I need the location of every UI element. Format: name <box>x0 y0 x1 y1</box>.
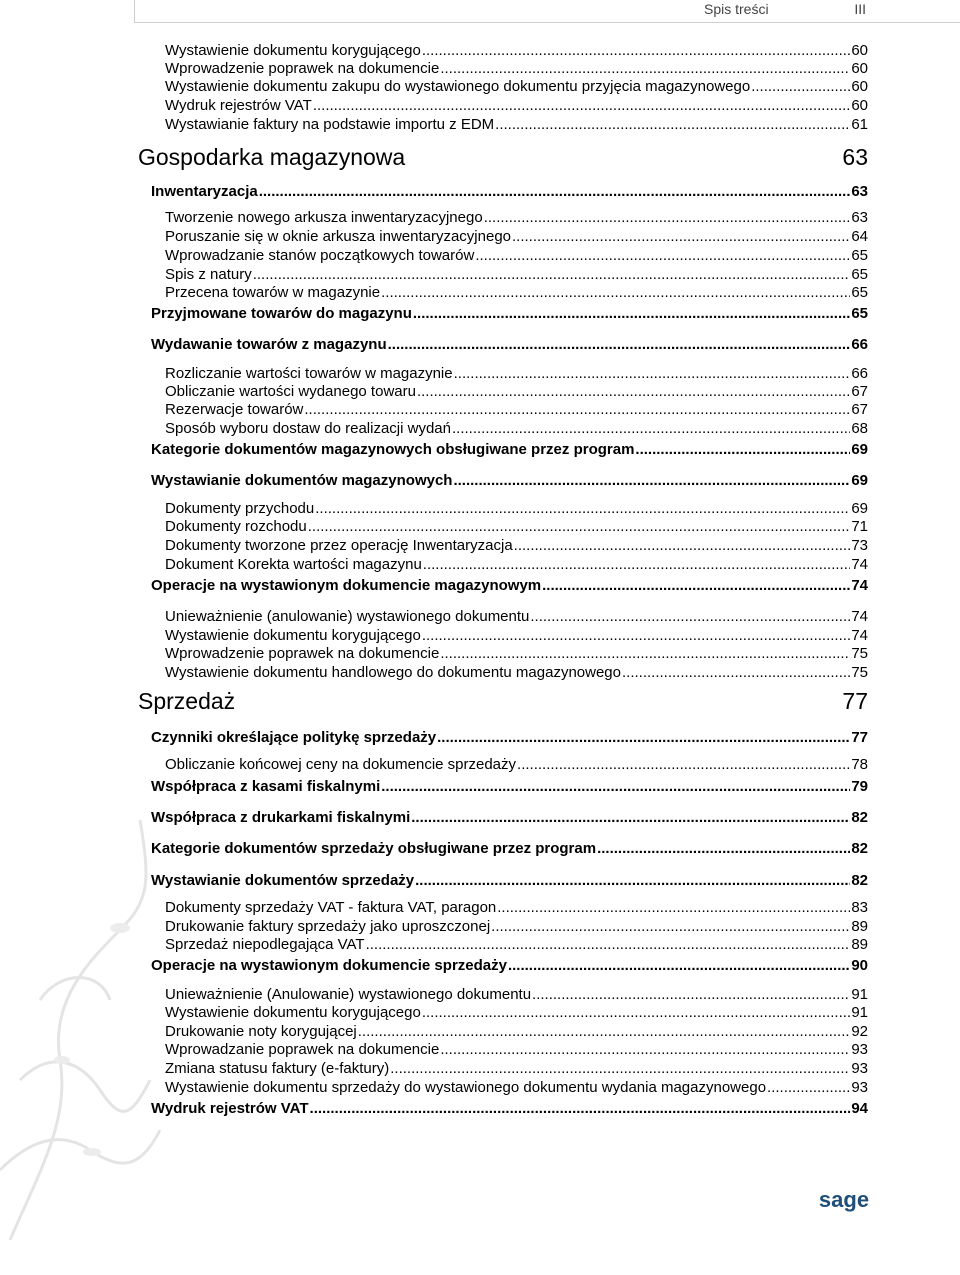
toc-entry-label: Zmiana statusu faktury (e-faktury) <box>165 1060 390 1077</box>
toc-section[interactable] <box>151 183 868 201</box>
toc-subsection[interactable] <box>165 1023 868 1041</box>
dot-leader <box>491 918 850 936</box>
toc-subsection[interactable] <box>165 284 868 302</box>
toc-entry-label: Wystawienie dokumentu sprzedaży do wystawionego dokumentu wydania magazynowego <box>165 1079 767 1096</box>
toc-entry-page: 89 <box>851 918 868 935</box>
toc-entry-label: Sprzedaż niepodlegająca VAT <box>165 936 365 953</box>
toc-entry-label: Dokumenty przychodu <box>165 500 315 517</box>
dot-leader <box>413 305 850 323</box>
dot-leader <box>388 336 851 354</box>
toc-entry-page: 74 <box>851 608 868 625</box>
toc-subsection[interactable] <box>165 247 868 265</box>
toc-entry-label: Wydruk rejestrów VAT <box>151 1100 309 1117</box>
toc-entry-label: Wprowadzanie poprawek na dokumencie <box>165 1041 440 1058</box>
toc-entry-page: 73 <box>851 537 868 554</box>
toc-entry-label: Wystawienie dokumentu korygującego <box>165 42 421 59</box>
toc-chapter[interactable] <box>138 143 868 171</box>
dot-leader <box>517 756 850 774</box>
dot-leader <box>497 899 850 917</box>
toc-entry-label: Współpraca z kasami fiskalnymi <box>151 778 381 795</box>
toc-subsection[interactable] <box>165 537 868 555</box>
toc-entry-page: 82 <box>851 840 868 857</box>
dot-leader <box>597 840 850 858</box>
toc-entry-page: 60 <box>851 97 868 114</box>
dot-leader <box>423 556 851 574</box>
toc-entry-page: 74 <box>851 577 868 594</box>
dot-leader <box>366 936 851 954</box>
toc-entry-label: Wystawienie dokumentu korygującego <box>165 627 421 644</box>
dot-leader <box>390 1060 850 1078</box>
toc-subsection[interactable] <box>165 97 868 115</box>
toc-section[interactable] <box>151 872 868 890</box>
toc-entry-label: Przecena towarów w magazynie <box>165 284 381 301</box>
toc-entry-label: Poruszanie się w oknie arkusza inwentaryzacyjnego <box>165 228 512 245</box>
toc-entry-label: Wystawianie faktury na podstawie importu z EDM <box>165 116 495 133</box>
sage-logo <box>818 1186 870 1216</box>
dot-leader <box>422 627 850 645</box>
toc-chapter-page: 77 <box>842 688 868 714</box>
dot-leader <box>514 537 851 555</box>
toc-subsection[interactable] <box>165 1041 868 1059</box>
dot-leader <box>310 1100 851 1118</box>
toc-entry-label: Unieważnienie (Anulowanie) wystawionego dokumentu <box>165 986 532 1003</box>
toc-entry-page: 68 <box>851 420 868 437</box>
dot-leader <box>454 365 851 383</box>
toc-entry-page: 69 <box>851 472 868 489</box>
toc-section[interactable] <box>151 778 868 796</box>
dot-leader <box>452 420 850 438</box>
toc-entry-label: Sposób wyboru dostaw do realizacji wydań <box>165 420 451 437</box>
toc-entry-page: 65 <box>851 247 868 264</box>
dot-leader <box>508 957 850 975</box>
toc-entry-page: 82 <box>851 809 868 826</box>
toc-entry-label: Wystawienie dokumentu korygującego <box>165 1004 421 1021</box>
dot-leader <box>767 1079 850 1097</box>
toc-chapter-title: Gospodarka magazynowa <box>138 144 406 170</box>
toc-entry-page: 67 <box>851 383 868 400</box>
toc-entry-page: 61 <box>851 116 868 133</box>
toc-entry-label: Unieważnienie (anulowanie) wystawionego dokumentu <box>165 608 530 625</box>
dot-leader <box>453 472 850 490</box>
toc-entry-label: Wydruk rejestrów VAT <box>165 97 312 114</box>
toc-entry-page: 69 <box>851 441 868 458</box>
toc-subsection[interactable] <box>165 627 868 645</box>
dot-leader <box>440 645 850 663</box>
toc-section[interactable] <box>151 305 868 323</box>
toc-subsection[interactable] <box>165 518 868 536</box>
dot-leader <box>313 97 850 115</box>
toc-entry-page: 93 <box>851 1041 868 1058</box>
dot-leader <box>751 78 850 96</box>
toc-section[interactable] <box>151 577 868 595</box>
toc-section[interactable] <box>151 336 868 354</box>
dot-leader <box>308 518 851 536</box>
toc-entry-label: Wprowadzenie poprawek na dokumencie <box>165 60 440 77</box>
dot-leader <box>415 872 850 890</box>
toc-entry-page: 94 <box>851 1100 868 1117</box>
toc-section[interactable] <box>151 472 868 490</box>
toc-section[interactable] <box>151 729 868 747</box>
toc-section[interactable] <box>151 1100 868 1118</box>
toc-entry-page: 89 <box>851 936 868 953</box>
toc-section[interactable] <box>151 441 868 459</box>
toc-entry-label: Drukowanie faktury sprzedaży jako uproszczonej <box>165 918 491 935</box>
toc-chapter[interactable] <box>138 687 868 715</box>
toc-entry-page: 66 <box>851 336 868 353</box>
dot-leader <box>358 1023 851 1041</box>
toc-chapter-page: 63 <box>842 144 868 170</box>
toc-entry-page: 65 <box>851 266 868 283</box>
toc-entry-page: 69 <box>851 500 868 517</box>
toc-entry-label: Obliczanie końcowej ceny na dokumencie sprzedaży <box>165 756 517 773</box>
dot-leader <box>253 266 851 284</box>
toc-entry-page: 93 <box>851 1079 868 1096</box>
toc-entry-page: 90 <box>851 957 868 974</box>
toc-entry-page: 91 <box>851 1004 868 1021</box>
dot-leader <box>315 500 850 518</box>
toc-entry-page: 91 <box>851 986 868 1003</box>
dot-leader <box>532 986 850 1004</box>
toc-subsection[interactable] <box>165 383 868 401</box>
toc-subsection[interactable] <box>165 500 868 518</box>
toc-entry-label: Współpraca z drukarkami fiskalnymi <box>151 809 411 826</box>
dot-leader <box>484 209 851 227</box>
toc-subsection[interactable] <box>165 60 868 78</box>
toc-section[interactable] <box>151 840 868 858</box>
header-page-number: III <box>854 1 866 17</box>
toc-entry-label: Obliczanie wartości wydanego towaru <box>165 383 416 400</box>
toc-entry-label: Wystawianie dokumentów sprzedaży <box>151 872 415 889</box>
dot-leader <box>381 284 850 302</box>
toc-entry-page: 67 <box>851 401 868 418</box>
toc-entry-label: Wydawanie towarów z magazynu <box>151 336 387 353</box>
toc-subsection[interactable] <box>165 116 868 134</box>
toc-subsection[interactable] <box>165 42 868 60</box>
toc-subsection[interactable] <box>165 420 868 438</box>
toc-subsection[interactable] <box>165 645 868 663</box>
toc-subsection[interactable] <box>165 228 868 246</box>
toc-entry-label: Rozliczanie wartości towarów w magazynie <box>165 365 453 382</box>
toc-entry-page: 64 <box>851 228 868 245</box>
toc-entry-label: Wystawienie dokumentu handlowego do dokumentu magazynowego <box>165 664 621 681</box>
toc-subsection[interactable] <box>165 986 868 1004</box>
toc-subsection[interactable] <box>165 266 868 284</box>
toc-entry-label: Rezerwacje towarów <box>165 401 304 418</box>
dot-leader <box>437 729 850 747</box>
toc-entry-page: 79 <box>851 778 868 795</box>
toc-entry-page: 60 <box>851 60 868 77</box>
toc-subsection[interactable] <box>165 209 868 227</box>
sage-logo-text: sage <box>818 1187 870 1212</box>
toc-entry-page: 82 <box>851 872 868 889</box>
toc-entry-page: 71 <box>851 518 868 535</box>
toc-entry-page: 65 <box>851 284 868 301</box>
toc-subsection[interactable] <box>165 1079 868 1097</box>
toc-subsection[interactable] <box>165 756 868 774</box>
dot-leader <box>542 577 850 595</box>
dot-leader <box>635 441 850 459</box>
toc-entry-page: 60 <box>851 42 868 59</box>
toc-entry-page: 63 <box>851 209 868 226</box>
toc-subsection[interactable] <box>165 918 868 936</box>
dot-leader <box>512 228 850 246</box>
toc-chapter-title: Sprzedaż <box>138 688 236 714</box>
toc-subsection[interactable] <box>165 608 868 626</box>
toc-entry-page: 93 <box>851 1060 868 1077</box>
toc-entry-label: Dokumenty tworzone przez operację Inwentaryzacja <box>165 537 513 554</box>
toc-entry-label: Dokument Korekta wartości magazynu <box>165 556 422 573</box>
toc-subsection[interactable] <box>165 1060 868 1078</box>
toc-entry-label: Dokumenty sprzedaży VAT - faktura VAT, paragon <box>165 899 497 916</box>
dot-leader <box>417 383 850 401</box>
dot-leader <box>622 664 850 682</box>
toc-subsection[interactable] <box>165 78 868 96</box>
toc-entry-label: Inwentaryzacja <box>151 183 258 200</box>
toc-entry-label: Wystawienie dokumentu zakupu do wystawionego dokumentu przyjęcia magazynowego <box>165 78 751 95</box>
toc-entry-page: 75 <box>851 664 868 681</box>
toc-entry-label: Kategorie dokumentów sprzedaży obsługiwane przez program <box>151 840 597 857</box>
toc-entry-label: Operacje na wystawionym dokumencie magazynowym <box>151 577 542 594</box>
toc-entry-label: Wprowadzanie stanów początkowych towarów <box>165 247 475 264</box>
toc-entry-page: 78 <box>851 756 868 773</box>
toc-subsection[interactable] <box>165 936 868 954</box>
dot-leader <box>422 1004 850 1022</box>
toc-entry-label: Drukowanie noty korygującej <box>165 1023 357 1040</box>
toc-subsection[interactable] <box>165 664 868 682</box>
toc-subsection[interactable] <box>165 401 868 419</box>
toc-entry-label: Operacje na wystawionym dokumencie sprzedaży <box>151 957 507 974</box>
toc-entry-label: Wystawianie dokumentów magazynowych <box>151 472 453 489</box>
toc-entry-label: Przyjmowane towarów do magazynu <box>151 305 412 322</box>
toc-subsection[interactable] <box>165 365 868 383</box>
toc-entry-page: 92 <box>851 1023 868 1040</box>
dot-leader <box>530 608 850 626</box>
toc-entry-page: 75 <box>851 645 868 662</box>
dot-leader <box>440 60 850 78</box>
toc-entry-label: Wprowadzenie poprawek na dokumencie <box>165 645 440 662</box>
header-title: Spis treści <box>704 1 769 17</box>
dot-leader <box>411 809 850 827</box>
toc-entry-label: Tworzenie nowego arkusza inwentaryzacyjnego <box>165 209 483 226</box>
dot-leader <box>381 778 850 796</box>
toc-section[interactable] <box>151 809 868 827</box>
toc-entry-label: Kategorie dokumentów magazynowych obsługiwane przez program <box>151 441 635 458</box>
dot-leader <box>440 1041 850 1059</box>
toc-entry-page: 60 <box>851 78 868 95</box>
toc-entry-page: 77 <box>851 729 868 746</box>
toc-section[interactable] <box>151 957 868 975</box>
toc-subsection[interactable] <box>165 1004 868 1022</box>
toc-entry-page: 74 <box>851 627 868 644</box>
dot-leader <box>495 116 850 134</box>
toc-entry-label: Czynniki określające politykę sprzedaży <box>151 729 437 746</box>
toc-subsection[interactable] <box>165 899 868 917</box>
toc-entry-label: Spis z natury <box>165 266 252 283</box>
toc-entry-page: 63 <box>851 183 868 200</box>
dot-leader <box>422 42 850 60</box>
toc-entry-page: 83 <box>851 899 868 916</box>
toc-entry-page: 74 <box>851 556 868 573</box>
toc-subsection[interactable] <box>165 556 868 574</box>
dot-leader <box>304 401 850 419</box>
toc-entry-label: Dokumenty rozchodu <box>165 518 307 535</box>
toc-entry-page: 66 <box>851 365 868 382</box>
dot-leader <box>475 247 850 265</box>
toc-entry-page: 65 <box>851 305 868 322</box>
dot-leader <box>259 183 851 201</box>
